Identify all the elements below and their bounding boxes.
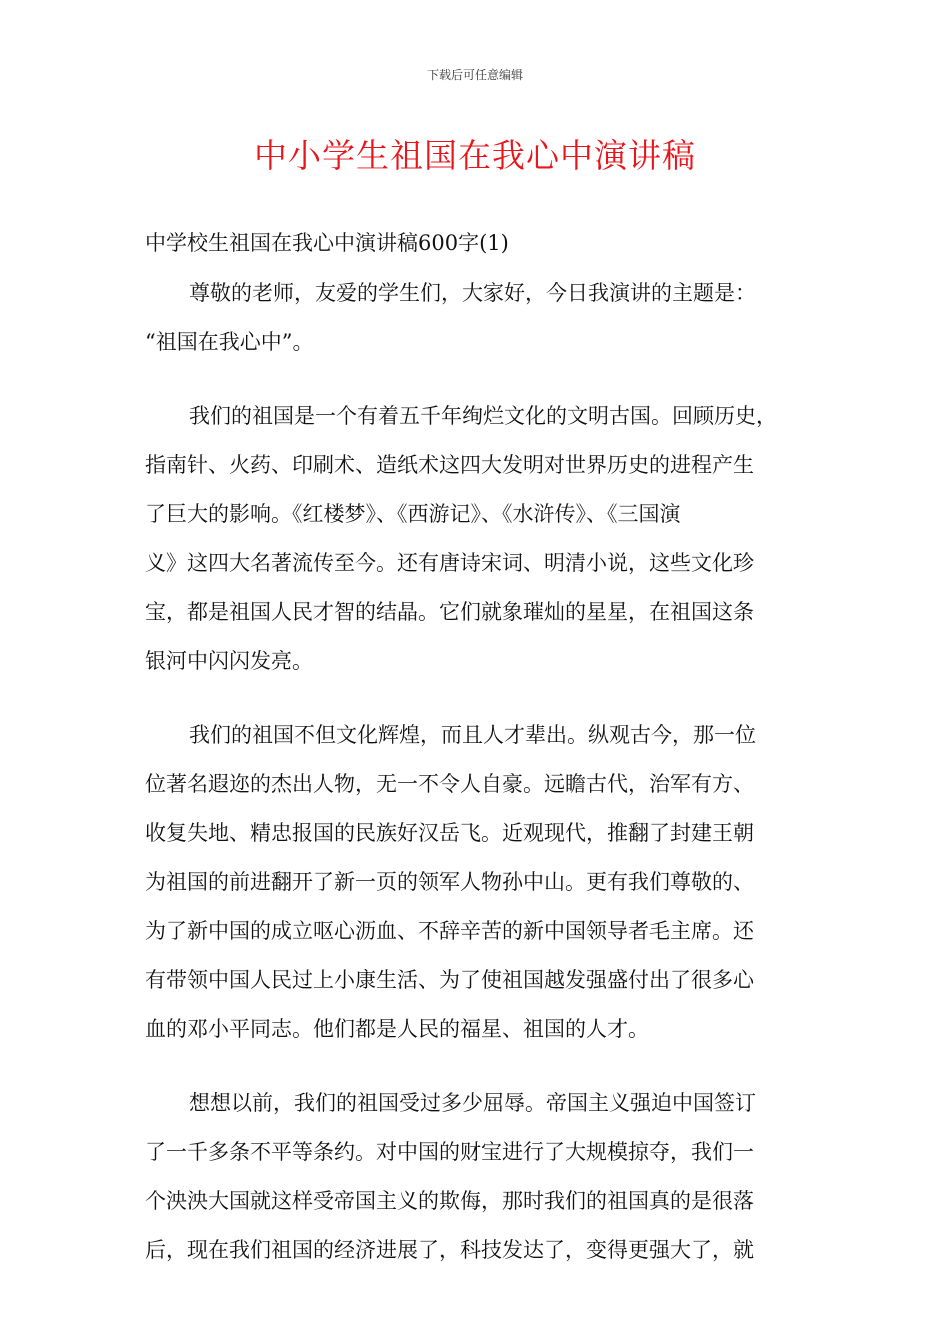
header-note: 下载后可任意编辑 — [426, 68, 523, 82]
document-title: 中小学生祖国在我心中演讲稿 — [254, 136, 696, 175]
text-line: 我们的祖国是一个有着五千年绚烂文化的文明古国。回顾历史， — [189, 404, 777, 428]
text-line: 后，现在我们祖国的经济进展了，科技发达了，变得更强大了，就 — [145, 1238, 754, 1262]
text-line: 义》这四大名著流传至今。还有唐诗宋词、明清小说，这些文化珍 — [145, 551, 754, 575]
text-line: 宝，都是祖国人民才智的结晶。它们就象璀灿的星星，在祖国这条 — [145, 600, 754, 624]
text-line: 银河中闪闪发亮。 — [145, 649, 313, 673]
text-line: “祖国在我心中”。 — [145, 330, 314, 354]
paragraph-greeting — [145, 276, 810, 374]
text-line: 有带领中国人民过上小康生活、为了使祖国越发强盛付出了很多心 — [145, 968, 754, 992]
text-line: 个泱泱大国就这样受帝国主义的欺侮，那时我们的祖国真的是很落 — [145, 1189, 754, 1213]
document-body — [145, 276, 810, 1307]
text-line: 我们的祖国不但文化辉煌，而且人才辈出。纵观古今，那一位 — [189, 723, 756, 747]
text-line: 收复失地、精忠报国的民族好汉岳飞。近观现代，推翻了封建王朝 — [145, 821, 754, 845]
paragraph-history — [145, 1086, 810, 1282]
text-line: 为祖国的前进翻开了新一页的领军人物孙中山。更有我们尊敬的、 — [145, 870, 754, 894]
text-line: 为了新中国的成立呕心沥血、不辞辛苦的新中国领导者毛主席。还 — [145, 919, 754, 943]
text-line: 位著名遐迩的杰出人物，无一不令人自豪。远瞻古代，治军有方、 — [145, 772, 754, 796]
text-line: 指南针、火药、印刷术、造纸术这四大发明对世界历史的进程产生 — [145, 453, 754, 477]
text-line: 了巨大的影响。《红楼梦》、《西游记》、《水浒传》、《三国演 — [145, 502, 681, 526]
paragraph-culture — [145, 399, 810, 693]
text-line: 了一千多条不平等条约。对中国的财宝进行了大规模掠夺，我们一 — [145, 1140, 754, 1164]
text-line: 血的邓小平同志。他们都是人民的福星、祖国的人才。 — [145, 1017, 649, 1041]
document-subtitle: 中学校生祖国在我心中演讲稿600字(1) — [145, 231, 509, 255]
text-line: 尊敬的老师，友爱的学生们，大家好，今日我演讲的主题是： — [189, 281, 756, 305]
paragraph-talents — [145, 718, 810, 1061]
text-line: 想想以前，我们的祖国受过多少屈辱。帝国主义强迫中国签订 — [189, 1091, 756, 1115]
